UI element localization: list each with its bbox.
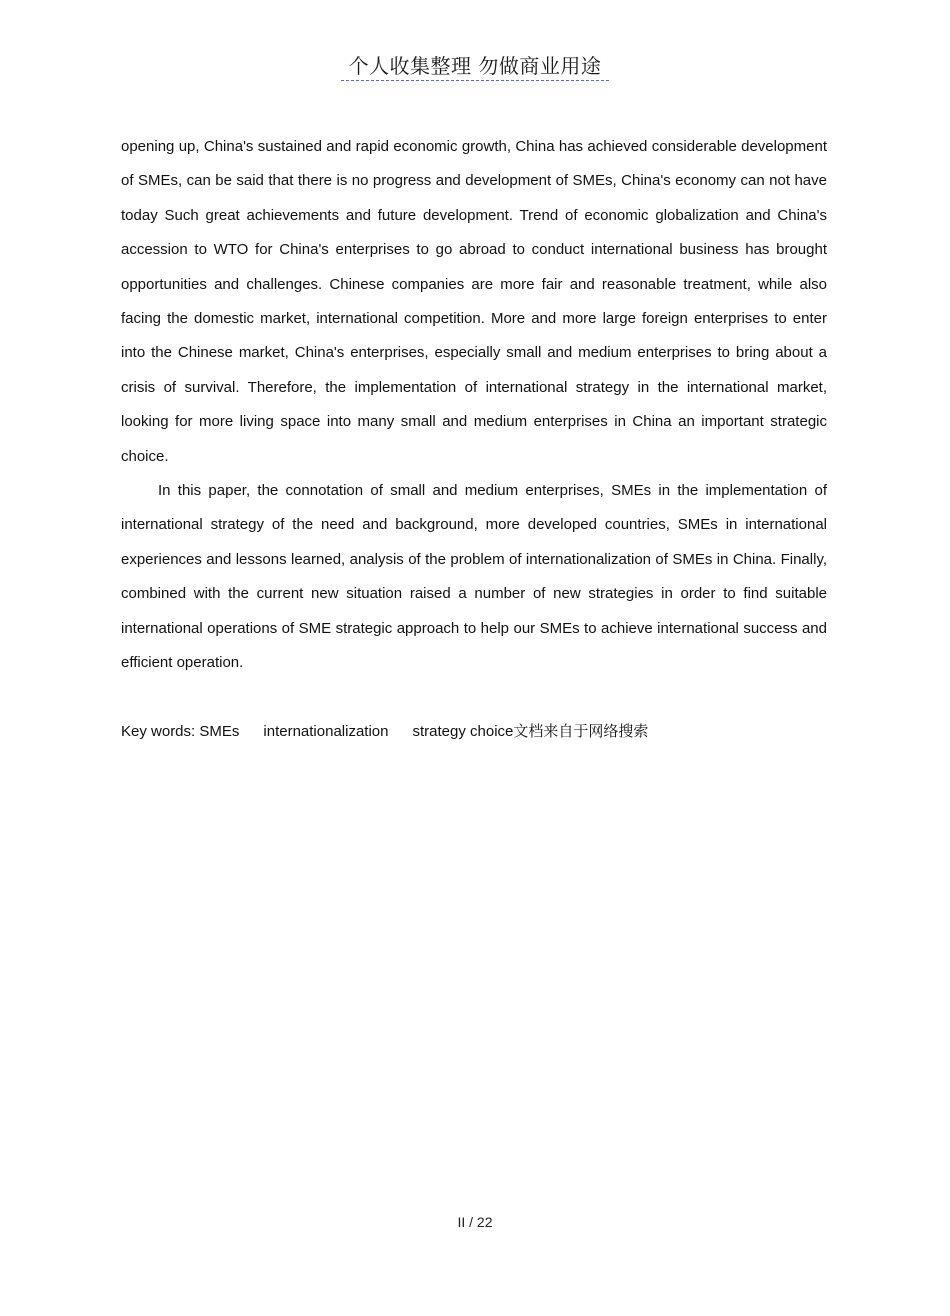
- page-content: [121, 130, 827, 749]
- keyword-item: SMEs: [199, 722, 240, 740]
- keyword-item: internationalization: [263, 722, 389, 740]
- keywords-label: Key words:: [121, 722, 200, 740]
- page-header: [0, 50, 950, 81]
- keyword-item: strategy choice: [412, 722, 514, 740]
- body-paragraph-1: opening up, China's sustained and rapid economic growth, China has achieved considerable development of SMEs, can be said that there is no progress and development of SMEs, China's economy can not have today Such great achievements and future development. Trend of economic globalization and China's accession to WTO for China's enterprises to go abroad to conduct international business has brought opportunities and challenges. Chinese companies are more fair and reasonable treatment, while also facing the domestic market, international competition. More and more large foreign enterprises to enter into the Chinese market, China's enterprises, especially small and medium enterprises to bring about a crisis of survival. Therefore, the implementation of international strategy in the international market, looking for more living space into many small and medium enterprises in China an important strategic choice.: [121, 138, 827, 465]
- page-number: II / 22: [457, 1214, 493, 1230]
- keywords-trailing-text: 文档来自于网络搜索: [513, 722, 649, 740]
- keywords-line: [121, 715, 827, 749]
- body-paragraph-2: In this paper, the connotation of small and medium enterprises, SMEs in the implementation of international strategy of the need and background, more developed countries, SMEs in international experiences and lessons learned, analysis of the problem of internationalization of SMEs in China. Finally, combined with the current new situation raised a number of new strategies in order to find suitable international operations of SME strategic approach to help our SMEs to achieve international success and efficient operation.: [121, 482, 827, 672]
- header-watermark: 个人收集整理 勿做商业用途: [341, 50, 610, 81]
- page-footer: [0, 1214, 950, 1230]
